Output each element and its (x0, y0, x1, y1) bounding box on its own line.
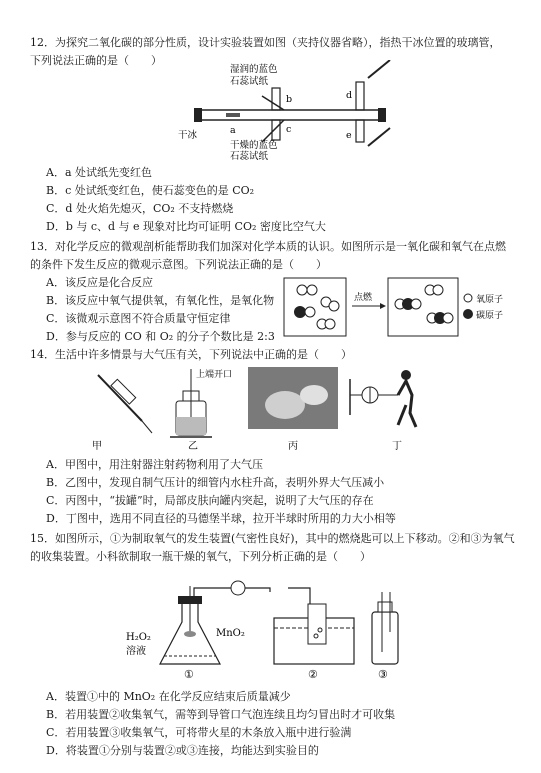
legend-oxygen-label: 氧原子 (476, 295, 504, 305)
q13-option-b: B．该反应中氧气提供氧，有氧化性，是氧化物 (46, 294, 275, 307)
q15-figure (120, 572, 420, 682)
label-apparatus-2: ② (308, 668, 318, 681)
q14-stem: 14．生活中许多情景与大气压有关，下列说法中正确的是（ ） (30, 348, 352, 361)
q12-dry-label-1: 干燥的蓝色 (230, 140, 278, 151)
q12-stem-line2: 下列说法正确的是（ ） (30, 54, 162, 67)
paper-c (262, 120, 284, 142)
q14-option-c: C．丙图中，“拔罐”时，局部皮肤向罐内突起，说明了大气压的存在 (46, 494, 374, 507)
q13-option-a: A．该反应是化合反应 (46, 276, 153, 289)
legend-carbon-atom (463, 309, 473, 319)
fig-label-jia: 甲 (92, 441, 102, 452)
burning-stick-d (368, 60, 390, 78)
label-a: a (230, 125, 236, 136)
legend-oxygen-atom (464, 294, 472, 302)
q12-option-a: A．a 处试纸先变红色 (46, 166, 152, 179)
label-solution: 溶液 (126, 646, 146, 657)
water-trough (274, 604, 354, 664)
label-b: b (286, 94, 293, 105)
q15-stem-line2: 的收集装置。小科欲制取一瓶干燥的氧气，下列分析正确的是（ ） (30, 550, 371, 563)
left-stopper (194, 108, 202, 122)
oxygen-generator-flask (160, 586, 220, 664)
q12-wet-label-2: 石蕊试纸 (230, 76, 269, 87)
q14-option-b: B．乙图中，发现自制气压计的细管内水柱升高，表明外界大气压减小 (46, 476, 385, 489)
q12-stem-line1: 12．为探究二氧化碳的部分性质，设计实验装置如图（夹持仪器省略），指热干冰位置的玻璃管， (30, 36, 501, 49)
q14-top-opening: 上端开口 (196, 370, 233, 380)
side-tube-bottom (356, 120, 364, 142)
label-c: c (286, 124, 292, 135)
q14-figure (80, 365, 460, 453)
q12-wet-label-1: 湿润的蓝色 (230, 64, 278, 75)
q13-stem-line2: 的条件下发生反应的微观示意图。下列说法正确的是（ ） (30, 258, 327, 271)
magdeburg-hemispheres-image (350, 370, 416, 427)
q14-option-a: A．甲图中，用注射器注射药物利用了大气压 (46, 458, 263, 471)
q12-option-d: D．b 与 c、d 与 e 现象对比均可证明 CO₂ 密度比空气大 (46, 220, 326, 233)
reaction-condition: 点燃 (354, 293, 373, 303)
side-tube-top (356, 82, 364, 110)
collection-bottle (372, 592, 398, 664)
right-stopper (378, 108, 386, 122)
q15-option-a: A．装置①中的 MnO₂ 在化学反应结束后质量减少 (46, 690, 291, 703)
syringe-image (98, 375, 152, 433)
fig-label-yi: 乙 (188, 441, 198, 452)
q15-option-c: C．若用装置③收集氧气，可将带火星的木条放入瓶中进行验满 (46, 726, 352, 739)
drying-bulb (231, 581, 245, 595)
fig-label-bing: 丙 (288, 441, 298, 452)
q12-option-c: C．d 处火焰先熄灭，CO₂ 不支持燃烧 (46, 202, 234, 215)
label-apparatus-1: ① (184, 668, 194, 681)
fig-label-ding: 丁 (392, 441, 402, 452)
label-h2o2: H₂O₂ (126, 632, 151, 643)
paper-b (262, 96, 284, 110)
label-e: e (346, 130, 352, 141)
q13-option-d: D．参与反应的 CO 和 O₂ 的分子个数比是 2:3 (46, 330, 275, 343)
q15-option-b: B．若用装置②收集氧气，需等到导管口气泡连续且均匀冒出时才可收集 (46, 708, 396, 721)
paper-a (226, 113, 240, 117)
burning-stick-e (368, 128, 390, 146)
q15-stem-line1: 15．如图所示，①为制取氧气的发生装置(气密性良好)，其中的燃烧匙可以上下移动。②和③为氧气 (30, 532, 515, 545)
q13-figure (282, 276, 532, 340)
legend-carbon-label: 碳原子 (476, 311, 504, 321)
q12-dry-label-2: 石蕊试纸 (230, 151, 269, 160)
q13-stem-line1: 13．对化学反应的微观剖析能帮助我们加深对化学本质的认识。如图所示是一氧化碳和氧气在点燃 (30, 240, 506, 253)
q12-option-b: B．c 处试纸变红色，使石蕊变色的是 CO₂ (46, 184, 255, 197)
q13-option-c: C．该微观示意图不符合质量守恒定律 (46, 312, 231, 325)
label-apparatus-3: ③ (378, 668, 388, 681)
q14-option-d: D．丁图中，选用不同直径的马德堡半球，拉开半球时所用的力大小相等 (46, 512, 396, 525)
label-dry-ice: 干冰 (178, 130, 198, 141)
label-mno2: MnO₂ (216, 628, 245, 639)
label-d: d (346, 90, 353, 101)
q15-option-d: D．将装置①分别与装置②或③连接，均能达到实验目的 (46, 744, 319, 757)
q12-figure (160, 60, 400, 160)
